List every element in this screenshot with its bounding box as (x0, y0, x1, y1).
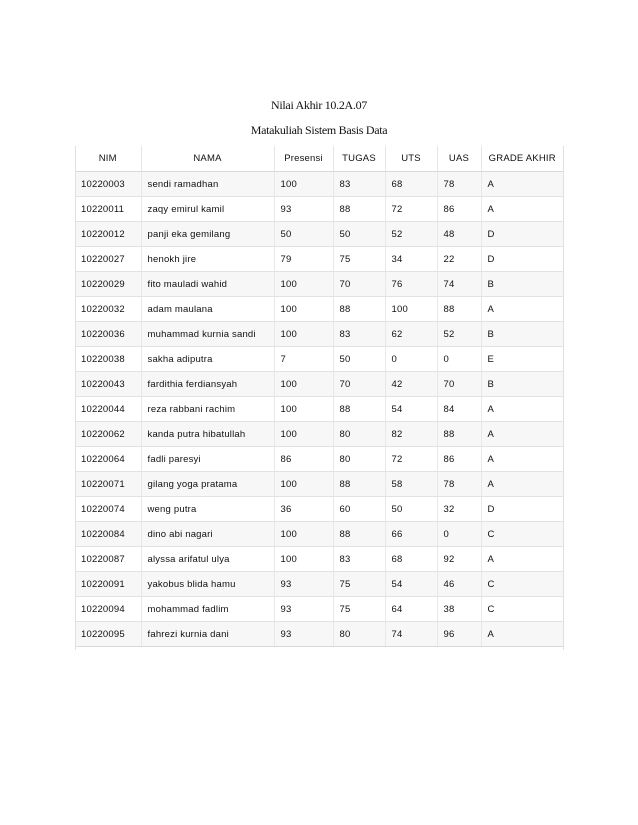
cell-tugas: 80 (333, 447, 385, 472)
cell-tugas: 83 (333, 547, 385, 572)
table-row (75, 197, 563, 222)
cell-uas: 88 (437, 297, 481, 322)
cell-presensi: 100 (274, 522, 333, 547)
cell-presensi: 50 (274, 222, 333, 247)
cell-uas: 86 (437, 447, 481, 472)
cell-tugas: 70 (333, 272, 385, 297)
table-row (75, 272, 563, 297)
cell-grade: D (481, 222, 563, 247)
cell-uas: 70 (437, 372, 481, 397)
cell-grade: A (481, 197, 563, 222)
header-grade-akhir: GRADE AKHIR (481, 146, 563, 172)
cell-uas: 86 (437, 197, 481, 222)
cell-uas: 48 (437, 222, 481, 247)
header-tugas: TUGAS (333, 146, 385, 172)
cell-nama: alyssa arifatul ulya (141, 547, 274, 572)
cell-tugas: 80 (333, 622, 385, 647)
table-row (75, 547, 563, 572)
cell-uts: 52 (385, 222, 437, 247)
cell-nim: 10220036 (75, 322, 141, 347)
cell-tugas: 75 (333, 572, 385, 597)
cell-uts: 82 (385, 422, 437, 447)
cell-grade: A (481, 472, 563, 497)
cell-uas: 38 (437, 597, 481, 622)
cell-presensi: 93 (274, 622, 333, 647)
cell-grade: B (481, 372, 563, 397)
cell-nim: 10220071 (75, 472, 141, 497)
cell-uts: 54 (385, 397, 437, 422)
cell-presensi: 100 (274, 172, 333, 197)
cell-nama: yakobus blida hamu (141, 572, 274, 597)
table-row (75, 372, 563, 397)
cell-grade: C (481, 572, 563, 597)
header-presensi: Presensi (274, 146, 333, 172)
cell-tugas: 88 (333, 522, 385, 547)
cell-uts: 74 (385, 622, 437, 647)
cell-grade: D (481, 497, 563, 522)
cell-presensi: 100 (274, 547, 333, 572)
cell-tugas: 75 (333, 597, 385, 622)
cell-nim: 10220038 (75, 347, 141, 372)
cell-uts: 72 (385, 447, 437, 472)
grades-table (75, 146, 563, 647)
cell-nim: 10220029 (75, 272, 141, 297)
table-row (75, 472, 563, 497)
cell-tugas: 50 (333, 222, 385, 247)
cell-uts: 76 (385, 272, 437, 297)
cell-nama: weng putra (141, 497, 274, 522)
page-title: Nilai Akhir 10.2A.07 (271, 98, 367, 112)
cell-tugas: 88 (333, 472, 385, 497)
table-row (75, 222, 563, 247)
header-uas: UAS (437, 146, 481, 172)
table-row (75, 522, 563, 547)
cell-grade: D (481, 247, 563, 272)
cell-nim: 10220032 (75, 297, 141, 322)
cell-grade: A (481, 447, 563, 472)
cell-nim: 10220091 (75, 572, 141, 597)
header-uts: UTS (385, 146, 437, 172)
cell-nim: 10220084 (75, 522, 141, 547)
cell-uas: 22 (437, 247, 481, 272)
cell-nama: henokh jire (141, 247, 274, 272)
cell-nama: fadli paresyi (141, 447, 274, 472)
cell-uts: 42 (385, 372, 437, 397)
cell-uts: 68 (385, 172, 437, 197)
table-row (75, 247, 563, 272)
cell-uts: 72 (385, 197, 437, 222)
cell-tugas: 83 (333, 172, 385, 197)
cell-presensi: 93 (274, 572, 333, 597)
table-row (75, 422, 563, 447)
cell-uas: 92 (437, 547, 481, 572)
table-row (75, 497, 563, 522)
cell-uas: 78 (437, 172, 481, 197)
cell-uas: 78 (437, 472, 481, 497)
cell-uas: 96 (437, 622, 481, 647)
cell-nama: gilang yoga pratama (141, 472, 274, 497)
cell-grade: A (481, 622, 563, 647)
cell-nama: sakha adiputra (141, 347, 274, 372)
cell-uas: 0 (437, 347, 481, 372)
table-row (75, 397, 563, 422)
cell-nama: mohammad fadlim (141, 597, 274, 622)
cell-nama: fahrezi kurnia dani (141, 622, 274, 647)
cell-uas: 74 (437, 272, 481, 297)
cell-uas: 32 (437, 497, 481, 522)
cell-uts: 64 (385, 597, 437, 622)
table-body (75, 172, 563, 647)
cell-presensi: 100 (274, 272, 333, 297)
cell-nim: 10220074 (75, 497, 141, 522)
cell-grade: C (481, 597, 563, 622)
cell-nim: 10220087 (75, 547, 141, 572)
cell-grade: B (481, 322, 563, 347)
cell-uts: 66 (385, 522, 437, 547)
cell-presensi: 100 (274, 422, 333, 447)
cell-nama: kanda putra hibatullah (141, 422, 274, 447)
cell-grade: C (481, 522, 563, 547)
cell-tugas: 88 (333, 197, 385, 222)
cell-nim: 10220011 (75, 197, 141, 222)
cell-nim: 10220062 (75, 422, 141, 447)
cell-uts: 50 (385, 497, 437, 522)
cell-uas: 52 (437, 322, 481, 347)
cell-nim: 10220043 (75, 372, 141, 397)
cell-uas: 84 (437, 397, 481, 422)
cell-uts: 34 (385, 247, 437, 272)
cell-uts: 0 (385, 347, 437, 372)
cell-uas: 46 (437, 572, 481, 597)
cell-presensi: 79 (274, 247, 333, 272)
cell-grade: A (481, 547, 563, 572)
cell-presensi: 100 (274, 322, 333, 347)
table-row (75, 322, 563, 347)
cell-nama: zaqy emirul kamil (141, 197, 274, 222)
table-header (75, 146, 563, 172)
cell-grade: A (481, 397, 563, 422)
table-row (75, 172, 563, 197)
page-subtitle: Matakuliah Sistem Basis Data (250, 123, 388, 137)
cell-uts: 68 (385, 547, 437, 572)
cell-presensi: 7 (274, 347, 333, 372)
header-row (75, 146, 563, 172)
table-row (75, 297, 563, 322)
cell-nama: sendi ramadhan (141, 172, 274, 197)
cell-nim: 10220012 (75, 222, 141, 247)
header-nim: NIM (75, 146, 141, 172)
cell-tugas: 88 (333, 397, 385, 422)
cell-tugas: 88 (333, 297, 385, 322)
cell-grade: A (481, 422, 563, 447)
cell-presensi: 100 (274, 397, 333, 422)
table-row (75, 447, 563, 472)
cell-nim: 10220044 (75, 397, 141, 422)
header-nama: NAMA (141, 146, 274, 172)
cell-nama: fardithia ferdiansyah (141, 372, 274, 397)
cell-nim: 10220094 (75, 597, 141, 622)
cell-nama: panji eka gemilang (141, 222, 274, 247)
cell-nama: fito mauladi wahid (141, 272, 274, 297)
cell-nama: reza rabbani rachim (141, 397, 274, 422)
cell-tugas: 60 (333, 497, 385, 522)
cell-nama: adam maulana (141, 297, 274, 322)
cell-presensi: 93 (274, 197, 333, 222)
cell-nama: muhammad kurnia sandi (141, 322, 274, 347)
cell-presensi: 36 (274, 497, 333, 522)
cell-nim: 10220003 (75, 172, 141, 197)
cell-uas: 0 (437, 522, 481, 547)
cell-nama: dino abi nagari (141, 522, 274, 547)
cell-uts: 58 (385, 472, 437, 497)
cell-nim: 10220027 (75, 247, 141, 272)
cell-presensi: 100 (274, 372, 333, 397)
cell-uts: 62 (385, 322, 437, 347)
cell-presensi: 100 (274, 297, 333, 322)
cell-grade: A (481, 297, 563, 322)
table-row (75, 347, 563, 372)
cell-tugas: 80 (333, 422, 385, 447)
cell-tugas: 70 (333, 372, 385, 397)
cell-grade: A (481, 172, 563, 197)
cell-tugas: 50 (333, 347, 385, 372)
cell-uts: 54 (385, 572, 437, 597)
cell-grade: E (481, 347, 563, 372)
cell-nim: 10220064 (75, 447, 141, 472)
table-row (75, 572, 563, 597)
cell-tugas: 75 (333, 247, 385, 272)
table-row (75, 597, 563, 622)
table-row (75, 622, 563, 647)
cell-presensi: 100 (274, 472, 333, 497)
cell-uas: 88 (437, 422, 481, 447)
cell-uts: 100 (385, 297, 437, 322)
cell-tugas: 83 (333, 322, 385, 347)
cell-presensi: 86 (274, 447, 333, 472)
cell-grade: B (481, 272, 563, 297)
cell-presensi: 93 (274, 597, 333, 622)
cell-nim: 10220095 (75, 622, 141, 647)
